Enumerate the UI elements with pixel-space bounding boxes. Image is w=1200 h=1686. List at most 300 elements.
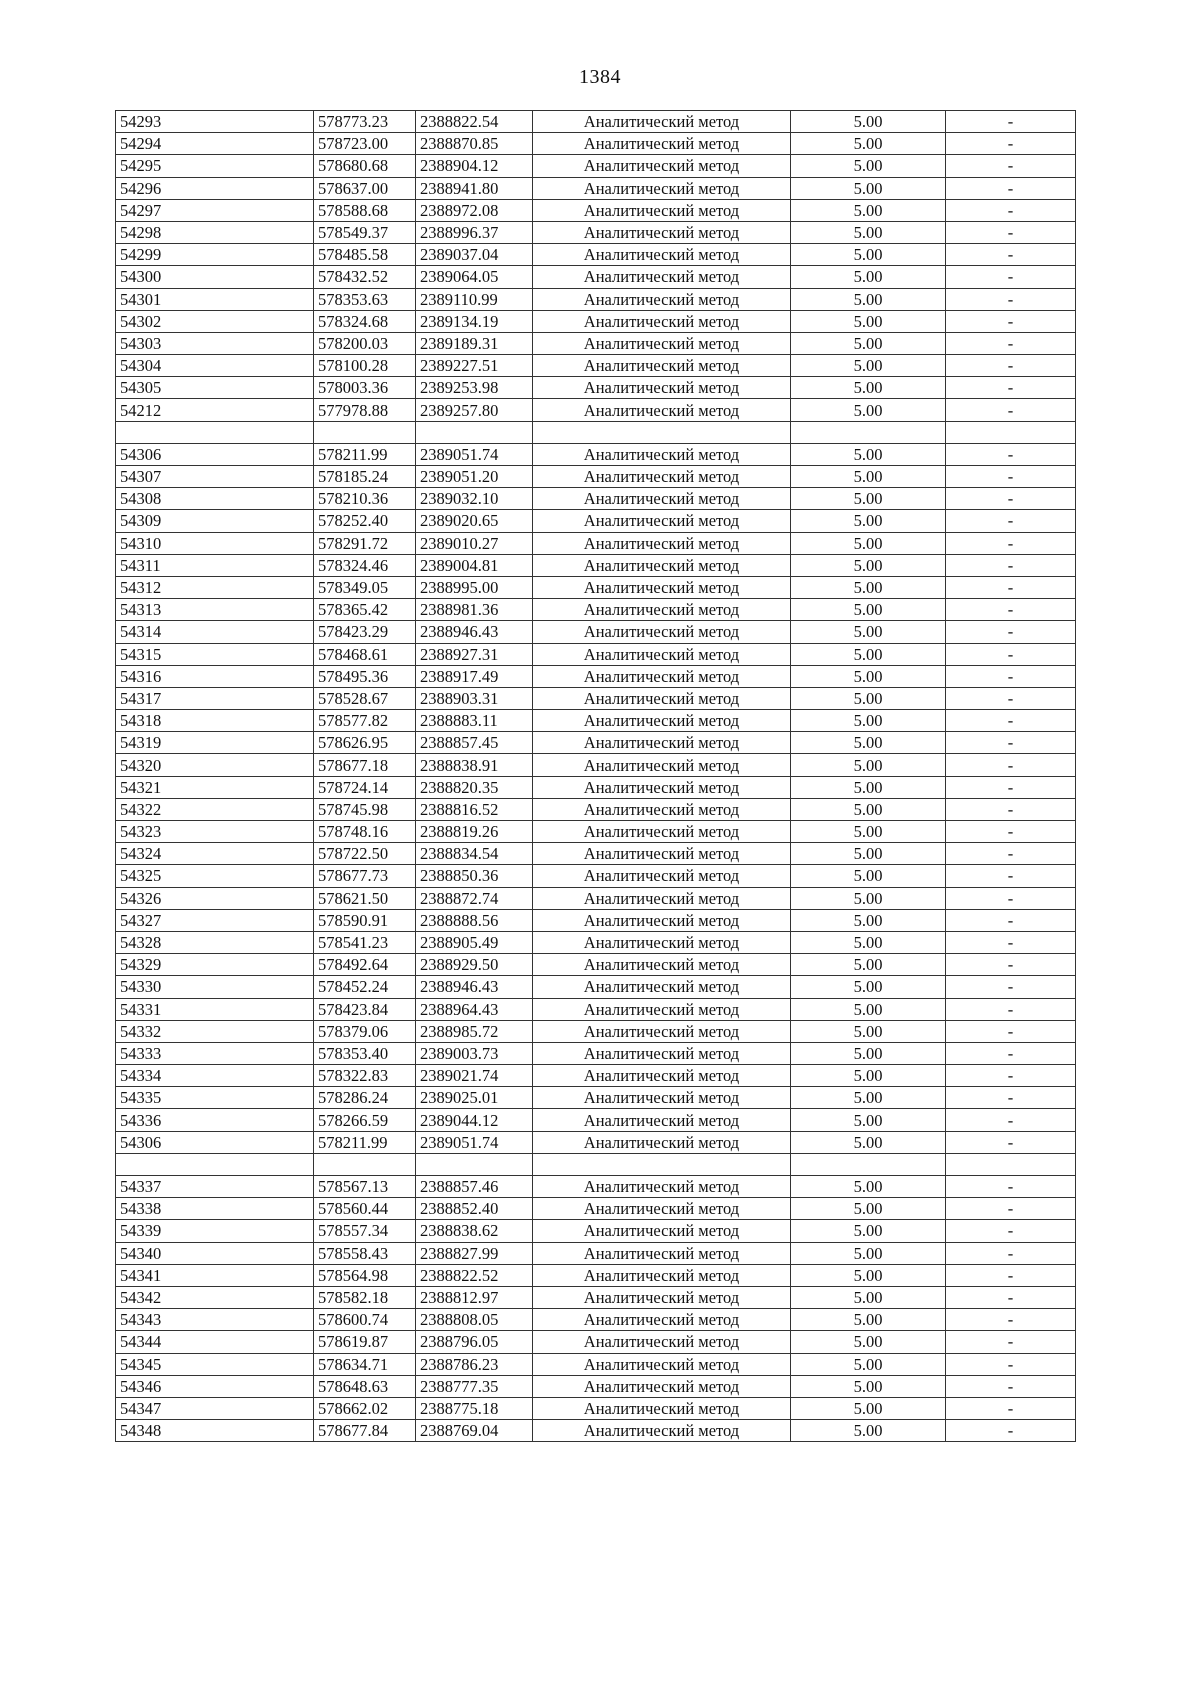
accuracy-cell: 5.00 [791,377,946,399]
x-coordinate-cell: 578677.73 [314,865,416,887]
table-row [116,665,1076,687]
description-cell: - [946,177,1076,199]
table-row [116,1331,1076,1353]
point-id-cell: 54345 [116,1353,314,1375]
y-coordinate-cell: 2389025.01 [416,1087,533,1109]
accuracy-cell: 5.00 [791,1397,946,1419]
y-coordinate-cell: 2388819.26 [416,821,533,843]
x-coordinate-cell: 578722.50 [314,843,416,865]
point-id-cell: 54322 [116,798,314,820]
method-cell: Аналитический метод [533,1176,791,1198]
y-coordinate-cell: 2388827.99 [416,1242,533,1264]
table-row [116,1420,1076,1442]
accuracy-cell: 5.00 [791,1109,946,1131]
description-cell: - [946,1242,1076,1264]
description-cell: - [946,443,1076,465]
x-coordinate-cell: 578558.43 [314,1242,416,1264]
description-cell: - [946,798,1076,820]
table-row [116,976,1076,998]
point-id-cell: 54331 [116,998,314,1020]
method-cell: Аналитический метод [533,532,791,554]
table-row [116,443,1076,465]
description-cell: - [946,1198,1076,1220]
table-row [116,510,1076,532]
x-coordinate-cell: 578322.83 [314,1065,416,1087]
x-coordinate-cell: 578677.18 [314,754,416,776]
accuracy-cell: 5.00 [791,1375,946,1397]
y-coordinate-cell: 2389257.80 [416,399,533,421]
description-cell [946,421,1076,443]
method-cell: Аналитический метод [533,177,791,199]
method-cell: Аналитический метод [533,821,791,843]
description-cell: - [946,1286,1076,1308]
description-cell: - [946,1375,1076,1397]
point-id-cell [116,421,314,443]
point-id-cell: 54306 [116,1131,314,1153]
point-id-cell: 54325 [116,865,314,887]
y-coordinate-cell: 2388786.23 [416,1353,533,1375]
method-cell: Аналитический метод [533,310,791,332]
table-row [116,798,1076,820]
method-cell: Аналитический метод [533,643,791,665]
table-row [116,865,1076,887]
accuracy-cell: 5.00 [791,665,946,687]
y-coordinate-cell [416,421,533,443]
point-id-cell: 54344 [116,1331,314,1353]
accuracy-cell: 5.00 [791,155,946,177]
description-cell [946,1153,1076,1175]
y-coordinate-cell: 2388812.97 [416,1286,533,1308]
y-coordinate-cell: 2388946.43 [416,621,533,643]
method-cell [533,421,791,443]
table-row [116,621,1076,643]
table-row [116,177,1076,199]
method-cell: Аналитический метод [533,710,791,732]
coordinates-table-body [116,111,1076,1442]
description-cell: - [946,665,1076,687]
point-id-cell: 54293 [116,111,314,133]
table-row [116,1176,1076,1198]
point-id-cell: 54328 [116,931,314,953]
x-coordinate-cell [314,421,416,443]
point-id-cell: 54294 [116,133,314,155]
method-cell: Аналитический метод [533,687,791,709]
table-row [116,599,1076,621]
accuracy-cell: 5.00 [791,221,946,243]
table-row [116,199,1076,221]
accuracy-cell: 5.00 [791,576,946,598]
table-row [116,155,1076,177]
point-id-cell: 54313 [116,599,314,621]
table-row [116,687,1076,709]
point-id-cell: 54327 [116,909,314,931]
point-id-cell: 54343 [116,1309,314,1331]
x-coordinate-cell: 578185.24 [314,466,416,488]
x-coordinate-cell: 578200.03 [314,332,416,354]
x-coordinate-cell: 578324.68 [314,310,416,332]
accuracy-cell: 5.00 [791,1264,946,1286]
method-cell: Аналитический метод [533,399,791,421]
description-cell: - [946,1264,1076,1286]
accuracy-cell: 5.00 [791,332,946,354]
table-row [116,488,1076,510]
point-id-cell: 54212 [116,399,314,421]
x-coordinate-cell: 578773.23 [314,111,416,133]
accuracy-cell: 5.00 [791,488,946,510]
point-id-cell: 54329 [116,954,314,976]
accuracy-cell: 5.00 [791,510,946,532]
y-coordinate-cell [416,1153,533,1175]
y-coordinate-cell: 2388816.52 [416,798,533,820]
y-coordinate-cell: 2388822.52 [416,1264,533,1286]
accuracy-cell: 5.00 [791,244,946,266]
x-coordinate-cell: 578495.36 [314,665,416,687]
point-id-cell: 54298 [116,221,314,243]
method-cell: Аналитический метод [533,865,791,887]
point-id-cell: 54301 [116,288,314,310]
x-coordinate-cell: 578619.87 [314,1331,416,1353]
description-cell: - [946,710,1076,732]
description-cell: - [946,1131,1076,1153]
method-cell: Аналитический метод [533,1420,791,1442]
point-id-cell: 54348 [116,1420,314,1442]
y-coordinate-cell: 2388985.72 [416,1020,533,1042]
accuracy-cell: 5.00 [791,466,946,488]
method-cell: Аналитический метод [533,199,791,221]
method-cell: Аналитический метод [533,732,791,754]
description-cell: - [946,221,1076,243]
accuracy-cell: 5.00 [791,976,946,998]
x-coordinate-cell: 578353.40 [314,1042,416,1064]
y-coordinate-cell: 2389051.74 [416,1131,533,1153]
method-cell: Аналитический метод [533,377,791,399]
x-coordinate-cell: 578557.34 [314,1220,416,1242]
table-row [116,1087,1076,1109]
table-row [116,1065,1076,1087]
x-coordinate-cell: 578564.98 [314,1264,416,1286]
y-coordinate-cell: 2388872.74 [416,887,533,909]
point-id-cell: 54305 [116,377,314,399]
y-coordinate-cell: 2388834.54 [416,843,533,865]
x-coordinate-cell: 578003.36 [314,377,416,399]
point-id-cell [116,1153,314,1175]
table-row [116,754,1076,776]
description-cell: - [946,1042,1076,1064]
point-id-cell: 54318 [116,710,314,732]
y-coordinate-cell: 2388838.91 [416,754,533,776]
method-cell: Аналитический метод [533,1109,791,1131]
point-id-cell: 54340 [116,1242,314,1264]
point-id-cell: 54314 [116,621,314,643]
accuracy-cell: 5.00 [791,399,946,421]
accuracy-cell [791,1153,946,1175]
point-id-cell: 54317 [116,687,314,709]
y-coordinate-cell: 2389110.99 [416,288,533,310]
y-coordinate-cell: 2389020.65 [416,510,533,532]
method-cell: Аналитический метод [533,621,791,643]
method-cell: Аналитический метод [533,266,791,288]
x-coordinate-cell: 578266.59 [314,1109,416,1131]
x-coordinate-cell: 578723.00 [314,133,416,155]
accuracy-cell: 5.00 [791,754,946,776]
table-spacer-row [116,421,1076,443]
method-cell: Аналитический метод [533,1020,791,1042]
accuracy-cell: 5.00 [791,821,946,843]
description-cell: - [946,576,1076,598]
x-coordinate-cell: 578353.63 [314,288,416,310]
y-coordinate-cell: 2388820.35 [416,776,533,798]
point-id-cell: 54296 [116,177,314,199]
y-coordinate-cell: 2388796.05 [416,1331,533,1353]
y-coordinate-cell: 2388850.36 [416,865,533,887]
x-coordinate-cell: 578724.14 [314,776,416,798]
accuracy-cell: 5.00 [791,1331,946,1353]
point-id-cell: 54347 [116,1397,314,1419]
accuracy-cell: 5.00 [791,355,946,377]
point-id-cell: 54346 [116,1375,314,1397]
table-row [116,1264,1076,1286]
x-coordinate-cell: 578637.00 [314,177,416,199]
method-cell: Аналитический метод [533,1131,791,1153]
y-coordinate-cell: 2389253.98 [416,377,533,399]
x-coordinate-cell: 578588.68 [314,199,416,221]
point-id-cell: 54321 [116,776,314,798]
description-cell: - [946,133,1076,155]
point-id-cell: 54332 [116,1020,314,1042]
x-coordinate-cell: 578252.40 [314,510,416,532]
point-id-cell: 54319 [116,732,314,754]
x-coordinate-cell: 578423.84 [314,998,416,1020]
x-coordinate-cell: 578577.82 [314,710,416,732]
point-id-cell: 54338 [116,1198,314,1220]
accuracy-cell: 5.00 [791,1042,946,1064]
y-coordinate-cell: 2388941.80 [416,177,533,199]
accuracy-cell: 5.00 [791,710,946,732]
description-cell: - [946,998,1076,1020]
table-row [116,931,1076,953]
x-coordinate-cell: 578662.02 [314,1397,416,1419]
description-cell: - [946,199,1076,221]
table-row [116,732,1076,754]
point-id-cell: 54320 [116,754,314,776]
table-row [116,1242,1076,1264]
accuracy-cell: 5.00 [791,111,946,133]
method-cell: Аналитический метод [533,1198,791,1220]
table-row [116,1131,1076,1153]
description-cell: - [946,1420,1076,1442]
point-id-cell: 54326 [116,887,314,909]
accuracy-cell: 5.00 [791,288,946,310]
description-cell: - [946,1020,1076,1042]
method-cell: Аналитический метод [533,355,791,377]
y-coordinate-cell: 2388964.43 [416,998,533,1020]
x-coordinate-cell: 578582.18 [314,1286,416,1308]
point-id-cell: 54311 [116,554,314,576]
accuracy-cell [791,421,946,443]
point-id-cell: 54339 [116,1220,314,1242]
table-row [116,355,1076,377]
table-row [116,1397,1076,1419]
description-cell: - [946,887,1076,909]
y-coordinate-cell: 2389037.04 [416,244,533,266]
table-row [116,288,1076,310]
accuracy-cell: 5.00 [791,133,946,155]
accuracy-cell: 5.00 [791,1065,946,1087]
method-cell: Аналитический метод [533,776,791,798]
point-id-cell: 54337 [116,1176,314,1198]
description-cell: - [946,599,1076,621]
method-cell: Аналитический метод [533,798,791,820]
y-coordinate-cell: 2389227.51 [416,355,533,377]
point-id-cell: 54336 [116,1109,314,1131]
description-cell: - [946,377,1076,399]
accuracy-cell: 5.00 [791,599,946,621]
table-spacer-row [116,1153,1076,1175]
y-coordinate-cell: 2388972.08 [416,199,533,221]
x-coordinate-cell: 578211.99 [314,443,416,465]
method-cell: Аналитический метод [533,1242,791,1264]
description-cell: - [946,554,1076,576]
y-coordinate-cell: 2388822.54 [416,111,533,133]
description-cell: - [946,532,1076,554]
y-coordinate-cell: 2388769.04 [416,1420,533,1442]
y-coordinate-cell: 2388929.50 [416,954,533,976]
accuracy-cell: 5.00 [791,443,946,465]
y-coordinate-cell: 2388808.05 [416,1309,533,1331]
method-cell: Аналитический метод [533,665,791,687]
table-row [116,532,1076,554]
x-coordinate-cell: 578634.71 [314,1353,416,1375]
method-cell: Аналитический метод [533,909,791,931]
method-cell: Аналитический метод [533,976,791,998]
table-row [116,1020,1076,1042]
point-id-cell: 54334 [116,1065,314,1087]
method-cell: Аналитический метод [533,1065,791,1087]
description-cell: - [946,266,1076,288]
accuracy-cell: 5.00 [791,687,946,709]
point-id-cell: 54304 [116,355,314,377]
description-cell: - [946,976,1076,998]
description-cell: - [946,687,1076,709]
y-coordinate-cell: 2389010.27 [416,532,533,554]
x-coordinate-cell: 578379.06 [314,1020,416,1042]
x-coordinate-cell: 578485.58 [314,244,416,266]
table-row [116,310,1076,332]
page-number: 1384 [579,66,621,88]
table-row [116,776,1076,798]
x-coordinate-cell: 578748.16 [314,821,416,843]
method-cell: Аналитический метод [533,221,791,243]
x-coordinate-cell: 578567.13 [314,1176,416,1198]
table-row [116,1286,1076,1308]
description-cell: - [946,865,1076,887]
table-row [116,111,1076,133]
y-coordinate-cell: 2389134.19 [416,310,533,332]
accuracy-cell: 5.00 [791,798,946,820]
description-cell: - [946,1065,1076,1087]
description-cell: - [946,399,1076,421]
x-coordinate-cell: 578680.68 [314,155,416,177]
point-id-cell: 54310 [116,532,314,554]
table-row [116,1198,1076,1220]
point-id-cell: 54342 [116,1286,314,1308]
x-coordinate-cell: 578468.61 [314,643,416,665]
y-coordinate-cell: 2388946.43 [416,976,533,998]
point-id-cell: 54312 [116,576,314,598]
y-coordinate-cell: 2388857.45 [416,732,533,754]
x-coordinate-cell: 578549.37 [314,221,416,243]
method-cell: Аналитический метод [533,554,791,576]
table-row [116,1353,1076,1375]
x-coordinate-cell [314,1153,416,1175]
accuracy-cell: 5.00 [791,177,946,199]
y-coordinate-cell: 2389004.81 [416,554,533,576]
table-row [116,998,1076,1020]
point-id-cell: 54306 [116,443,314,465]
method-cell: Аналитический метод [533,599,791,621]
table-row [116,710,1076,732]
method-cell: Аналитический метод [533,1375,791,1397]
method-cell: Аналитический метод [533,931,791,953]
y-coordinate-cell: 2388917.49 [416,665,533,687]
y-coordinate-cell: 2388857.46 [416,1176,533,1198]
description-cell: - [946,954,1076,976]
description-cell: - [946,732,1076,754]
method-cell: Аналитический метод [533,998,791,1020]
table-row [116,221,1076,243]
table-row [116,954,1076,976]
method-cell: Аналитический метод [533,288,791,310]
accuracy-cell: 5.00 [791,1131,946,1153]
description-cell: - [946,1109,1076,1131]
y-coordinate-cell: 2388927.31 [416,643,533,665]
accuracy-cell: 5.00 [791,1220,946,1242]
method-cell: Аналитический метод [533,155,791,177]
point-id-cell: 54302 [116,310,314,332]
method-cell: Аналитический метод [533,1087,791,1109]
description-cell: - [946,155,1076,177]
x-coordinate-cell: 578745.98 [314,798,416,820]
accuracy-cell: 5.00 [791,865,946,887]
x-coordinate-cell: 578365.42 [314,599,416,621]
accuracy-cell: 5.00 [791,931,946,953]
accuracy-cell: 5.00 [791,1242,946,1264]
accuracy-cell: 5.00 [791,1309,946,1331]
y-coordinate-cell: 2388904.12 [416,155,533,177]
accuracy-cell: 5.00 [791,843,946,865]
accuracy-cell: 5.00 [791,998,946,1020]
x-coordinate-cell: 578432.52 [314,266,416,288]
description-cell: - [946,776,1076,798]
accuracy-cell: 5.00 [791,532,946,554]
accuracy-cell: 5.00 [791,310,946,332]
table-row [116,1109,1076,1131]
method-cell: Аналитический метод [533,111,791,133]
method-cell: Аналитический метод [533,510,791,532]
point-id-cell: 54307 [116,466,314,488]
x-coordinate-cell: 578600.74 [314,1309,416,1331]
description-cell: - [946,821,1076,843]
point-id-cell: 54297 [116,199,314,221]
method-cell: Аналитический метод [533,754,791,776]
y-coordinate-cell: 2389003.73 [416,1042,533,1064]
x-coordinate-cell: 578677.84 [314,1420,416,1442]
accuracy-cell: 5.00 [791,776,946,798]
point-id-cell: 54335 [116,1087,314,1109]
x-coordinate-cell: 578286.24 [314,1087,416,1109]
y-coordinate-cell: 2389021.74 [416,1065,533,1087]
table-row [116,643,1076,665]
